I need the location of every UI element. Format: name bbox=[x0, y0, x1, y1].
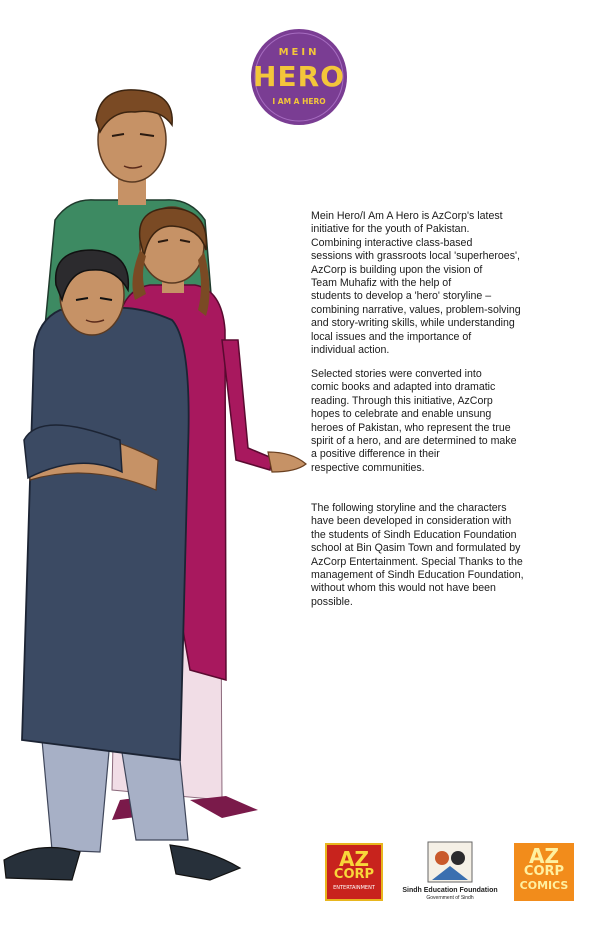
logo-bottom-text: I AM A HERO bbox=[272, 97, 326, 106]
stories-paragraph bbox=[311, 368, 561, 475]
azcorp-ent-line2: CORP bbox=[333, 867, 375, 882]
sindh-education-foundation-logo bbox=[398, 840, 502, 906]
azcorp-comics-line1: AZ bbox=[529, 844, 559, 868]
stories-paragraph-text: Selected stories were converted into comic books and adapted into dramatic reading. Through this initiative, AzCorp hopes to celebrate and enable unsung heroes of Pakistan, who represent the true spirit of a hero, and are determined to make a positive difference in their respective communities. bbox=[311, 368, 517, 474]
intro-paragraph-text: Mein Hero/I Am A Hero is AzCorp's latest initiative for the youth of Pakistan. Combining interactive class-based sessions with grassroots local 'superheroes', AzCorp is building upon the vision of Team Muhafiz with the help of students to develop a 'hero' storyline – combining narrative, values, problem-solving and story-writing skills, while understanding local issues and the importance of individual action. bbox=[311, 210, 521, 357]
sef-name: Sindh Education Foundation bbox=[402, 887, 498, 894]
azcorp-ent-line3: ENTERTAINMENT bbox=[333, 885, 375, 891]
sef-emblem-icon bbox=[398, 840, 502, 886]
sef-subtitle: Government of Sindh bbox=[426, 895, 474, 901]
characters-illustration bbox=[0, 80, 320, 900]
intro-paragraph bbox=[311, 210, 561, 357]
azcorp-ent-line1: AZ bbox=[339, 847, 369, 871]
logo-top-text: MEIN bbox=[278, 47, 320, 58]
azcorp-comics-line3: COMICS bbox=[519, 879, 569, 892]
logo-main-text: HERO bbox=[253, 60, 345, 93]
acknowledgement-paragraph bbox=[311, 502, 561, 609]
azcorp-entertainment-logo bbox=[325, 843, 383, 901]
azcorp-comics-line2: CORP bbox=[523, 864, 565, 879]
azcorp-comics-logo bbox=[514, 843, 574, 901]
acknowledgement-paragraph-text: The following storyline and the characters have been developed in consideration with the students of Sindh Education Foundation school at Bin Qasim Town and formulated by AzCorp Entertainment. Special Thanks to the management of Sindh Education Foundation, without whom this would not have been possible. bbox=[311, 502, 524, 608]
